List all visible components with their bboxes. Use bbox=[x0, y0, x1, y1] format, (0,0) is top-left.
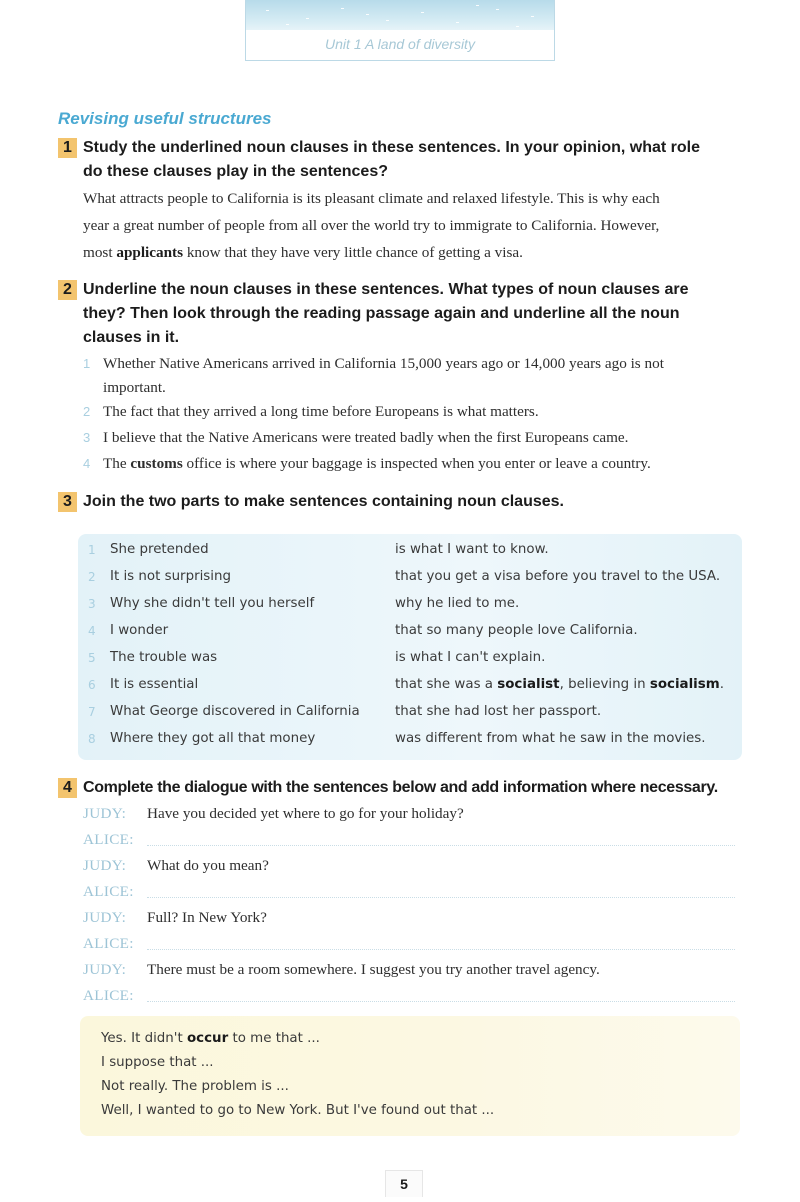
match-row: 1 She pretended is what I want to know. bbox=[88, 542, 549, 557]
question-number-badge: 3 bbox=[58, 492, 77, 512]
question-1-instruction-line-2: do these clauses play in the sentences? bbox=[83, 163, 388, 180]
question-2-instruction-line-3: clauses in it. bbox=[83, 329, 180, 346]
question-number-badge: 4 bbox=[58, 778, 77, 798]
decoration-dot bbox=[456, 22, 459, 23]
question-2-instruction-line-1: Underline the noun clauses in these sentences. What types of noun clauses are bbox=[83, 281, 689, 298]
speaker-label: JUDY: bbox=[83, 909, 127, 926]
prompt-sentence: Yes. It didn't occur to me that ... bbox=[101, 1031, 320, 1046]
section-heading: Revising useful structures bbox=[58, 109, 272, 128]
speaker-label: JUDY: bbox=[83, 857, 127, 874]
question-3-instruction: Join the two parts to make sentences containing noun clauses. bbox=[83, 493, 564, 510]
decoration-dot bbox=[306, 18, 309, 19]
unit-header bbox=[245, 0, 555, 61]
decoration-dot bbox=[516, 26, 519, 27]
decoration-dot bbox=[266, 10, 269, 11]
list-item: 4 The customs office is where your baggage is inspected when you enter or leave a country. bbox=[83, 455, 651, 472]
list-item: 1 Whether Native Americans arrived in California 15,000 years ago or 14,000 years ago is not important. bbox=[83, 355, 664, 396]
prompt-sentence: Not really. The problem is ... bbox=[101, 1079, 289, 1094]
dialogue-line: What do you mean? bbox=[147, 857, 269, 874]
dialogue-line: Have you decided yet where to go for your holiday? bbox=[147, 805, 464, 822]
page-number: 5 bbox=[385, 1170, 423, 1197]
question-4-heading bbox=[58, 776, 718, 800]
question-2-instruction-line-2: they? Then look through the reading passage again and underline all the noun bbox=[83, 305, 680, 322]
match-row: 5 The trouble was is what I can't explain. bbox=[88, 650, 546, 665]
answer-blank[interactable] bbox=[147, 845, 735, 846]
speaker-label: ALICE: bbox=[83, 831, 134, 848]
vocab-word: socialist bbox=[497, 677, 560, 692]
vocab-word: customs bbox=[130, 455, 183, 472]
dialogue-row bbox=[83, 983, 735, 1009]
decoration-dot bbox=[386, 20, 389, 21]
dialogue-row bbox=[83, 905, 735, 931]
question-number-badge: 1 bbox=[58, 138, 77, 158]
speaker-label: ALICE: bbox=[83, 987, 134, 1004]
question-1-heading bbox=[58, 136, 700, 184]
dialogue-row bbox=[83, 957, 735, 983]
vocab-word: socialism bbox=[649, 677, 720, 692]
question-3-heading bbox=[58, 490, 564, 514]
dialogue-line: There must be a room somewhere. I suggest you try another travel agency. bbox=[147, 961, 600, 978]
header-decoration bbox=[246, 0, 554, 30]
answer-blank[interactable] bbox=[147, 1001, 735, 1002]
match-row: 3 Why she didn't tell you herself why he lied to me. bbox=[88, 596, 520, 611]
decoration-dot bbox=[531, 16, 534, 17]
unit-title: Unit 1 A land of diversity bbox=[325, 36, 475, 52]
answer-blank[interactable] bbox=[147, 897, 735, 898]
answer-blank[interactable] bbox=[147, 949, 735, 950]
match-row: 7 What George discovered in California that she had lost her passport. bbox=[88, 704, 602, 719]
speaker-label: ALICE: bbox=[83, 935, 134, 952]
list-item: 2 The fact that they arrived a long time before Europeans is what matters. bbox=[83, 403, 539, 420]
passage-line: year a great number of people from all over the world try to immigrate to California. However, bbox=[83, 217, 660, 234]
speaker-label: JUDY: bbox=[83, 961, 127, 978]
decoration-dot bbox=[421, 12, 424, 13]
decoration-dot bbox=[286, 24, 289, 25]
vocab-word: occur bbox=[186, 1031, 229, 1046]
dialogue-line: Full? In New York? bbox=[147, 909, 267, 926]
decoration-dot bbox=[496, 9, 499, 10]
match-row: 6 It is essential that she was a socialist, believing in socialism. bbox=[88, 677, 724, 692]
vocab-word: applicants bbox=[116, 244, 184, 261]
question-number-badge: 2 bbox=[58, 280, 77, 300]
list-item: 3 I believe that the Native Americans were treated badly when the first Europeans came. bbox=[83, 429, 629, 446]
question-1-instruction-line-1: Study the underlined noun clauses in these sentences. In your opinion, what role bbox=[83, 139, 700, 156]
speaker-label: JUDY: bbox=[83, 805, 127, 822]
decoration-dot bbox=[366, 14, 369, 15]
passage-line: most applicants know that they have very little chance of getting a visa. bbox=[83, 244, 523, 261]
question-4-instruction: Complete the dialogue with the sentences below and add information where necessary. bbox=[83, 779, 718, 796]
speaker-label: ALICE: bbox=[83, 883, 134, 900]
decoration-dot bbox=[341, 8, 344, 9]
dialogue-row bbox=[83, 931, 735, 957]
dialogue-row bbox=[83, 827, 735, 853]
passage-line: What attracts people to California is its pleasant climate and relaxed lifestyle. This is why each bbox=[83, 190, 660, 207]
match-row: 2 It is not surprising that you get a visa before you travel to the USA. bbox=[88, 569, 721, 584]
match-row: 8 Where they got all that money was different from what he saw in the movies. bbox=[88, 731, 706, 746]
match-row: 4 I wonder that so many people love California. bbox=[88, 623, 638, 638]
question-1-passage bbox=[83, 185, 748, 266]
dialogue-row bbox=[83, 853, 735, 879]
dialogue-row bbox=[83, 801, 735, 827]
decoration-dot bbox=[476, 5, 479, 6]
prompt-sentence: I suppose that ... bbox=[101, 1055, 214, 1070]
question-2-heading bbox=[58, 278, 689, 350]
prompt-sentence: Well, I wanted to go to New York. But I've found out that ... bbox=[101, 1103, 495, 1118]
dialogue-row bbox=[83, 879, 735, 905]
